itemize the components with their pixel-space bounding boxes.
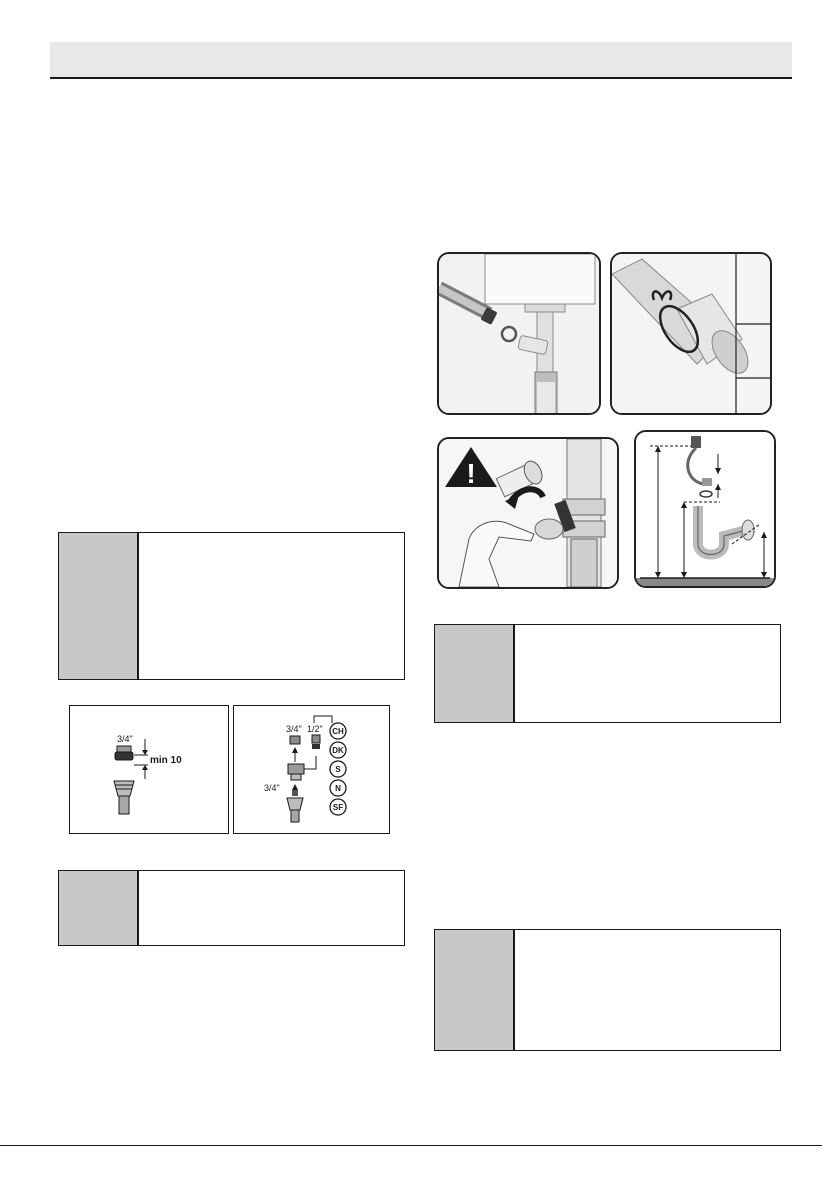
- hose-stem: [119, 796, 129, 814]
- note-tab: [59, 533, 139, 679]
- dim-arrowhead-top: [142, 750, 148, 755]
- washer: [312, 744, 320, 749]
- warning-symbol: !: [466, 458, 476, 489]
- country-adapter-figure: [233, 705, 390, 834]
- tap-adapter-drawing: [70, 706, 228, 833]
- country-code-ch: CH: [332, 727, 344, 736]
- note-box-1: [58, 532, 405, 680]
- country-code-sf: SF: [332, 803, 344, 812]
- connector-34: [290, 736, 300, 744]
- note-box-3: [434, 624, 781, 723]
- bracket-line: [314, 716, 332, 723]
- thread-label: 3/4": [117, 734, 133, 744]
- tap-adapter-figure: [69, 705, 229, 834]
- country-adapter-drawing: [234, 706, 389, 833]
- note-box-2: [58, 870, 405, 946]
- lower-fitting: [287, 798, 303, 810]
- connector-12: [312, 735, 320, 743]
- hose-hanger: [691, 436, 701, 448]
- note-box-4: [434, 929, 781, 1051]
- gap-label: min 10: [150, 755, 182, 766]
- photo-drain-hose-connection: [437, 252, 601, 415]
- country-codes: [330, 723, 346, 815]
- link-line: [304, 756, 316, 769]
- middle-adapter: [288, 764, 304, 774]
- arrow-up: [292, 747, 298, 753]
- photo-drain-height-diagram: [634, 430, 776, 588]
- thread-bottom: 3/4": [264, 783, 280, 793]
- photo-drain-warning: [437, 437, 619, 589]
- photo-hose-clamp-closeup: [610, 252, 772, 415]
- note-tab: [59, 871, 139, 945]
- section-header-bar: [50, 42, 792, 79]
- country-code-n: N: [335, 784, 341, 793]
- footer-rule: [0, 1145, 822, 1146]
- note-tab: [435, 625, 515, 722]
- sink-body: [485, 254, 595, 304]
- note-tab: [435, 930, 515, 1050]
- thread-top-b: 1/2": [307, 724, 323, 734]
- dim-arrowhead-bottom: [142, 765, 148, 770]
- thread-top-a: 3/4": [286, 724, 302, 734]
- sealing-disc: [535, 519, 563, 539]
- floor: [636, 578, 774, 586]
- country-code-s: S: [335, 765, 341, 774]
- connector-nut: [115, 752, 133, 760]
- country-code-dk: DK: [332, 746, 344, 755]
